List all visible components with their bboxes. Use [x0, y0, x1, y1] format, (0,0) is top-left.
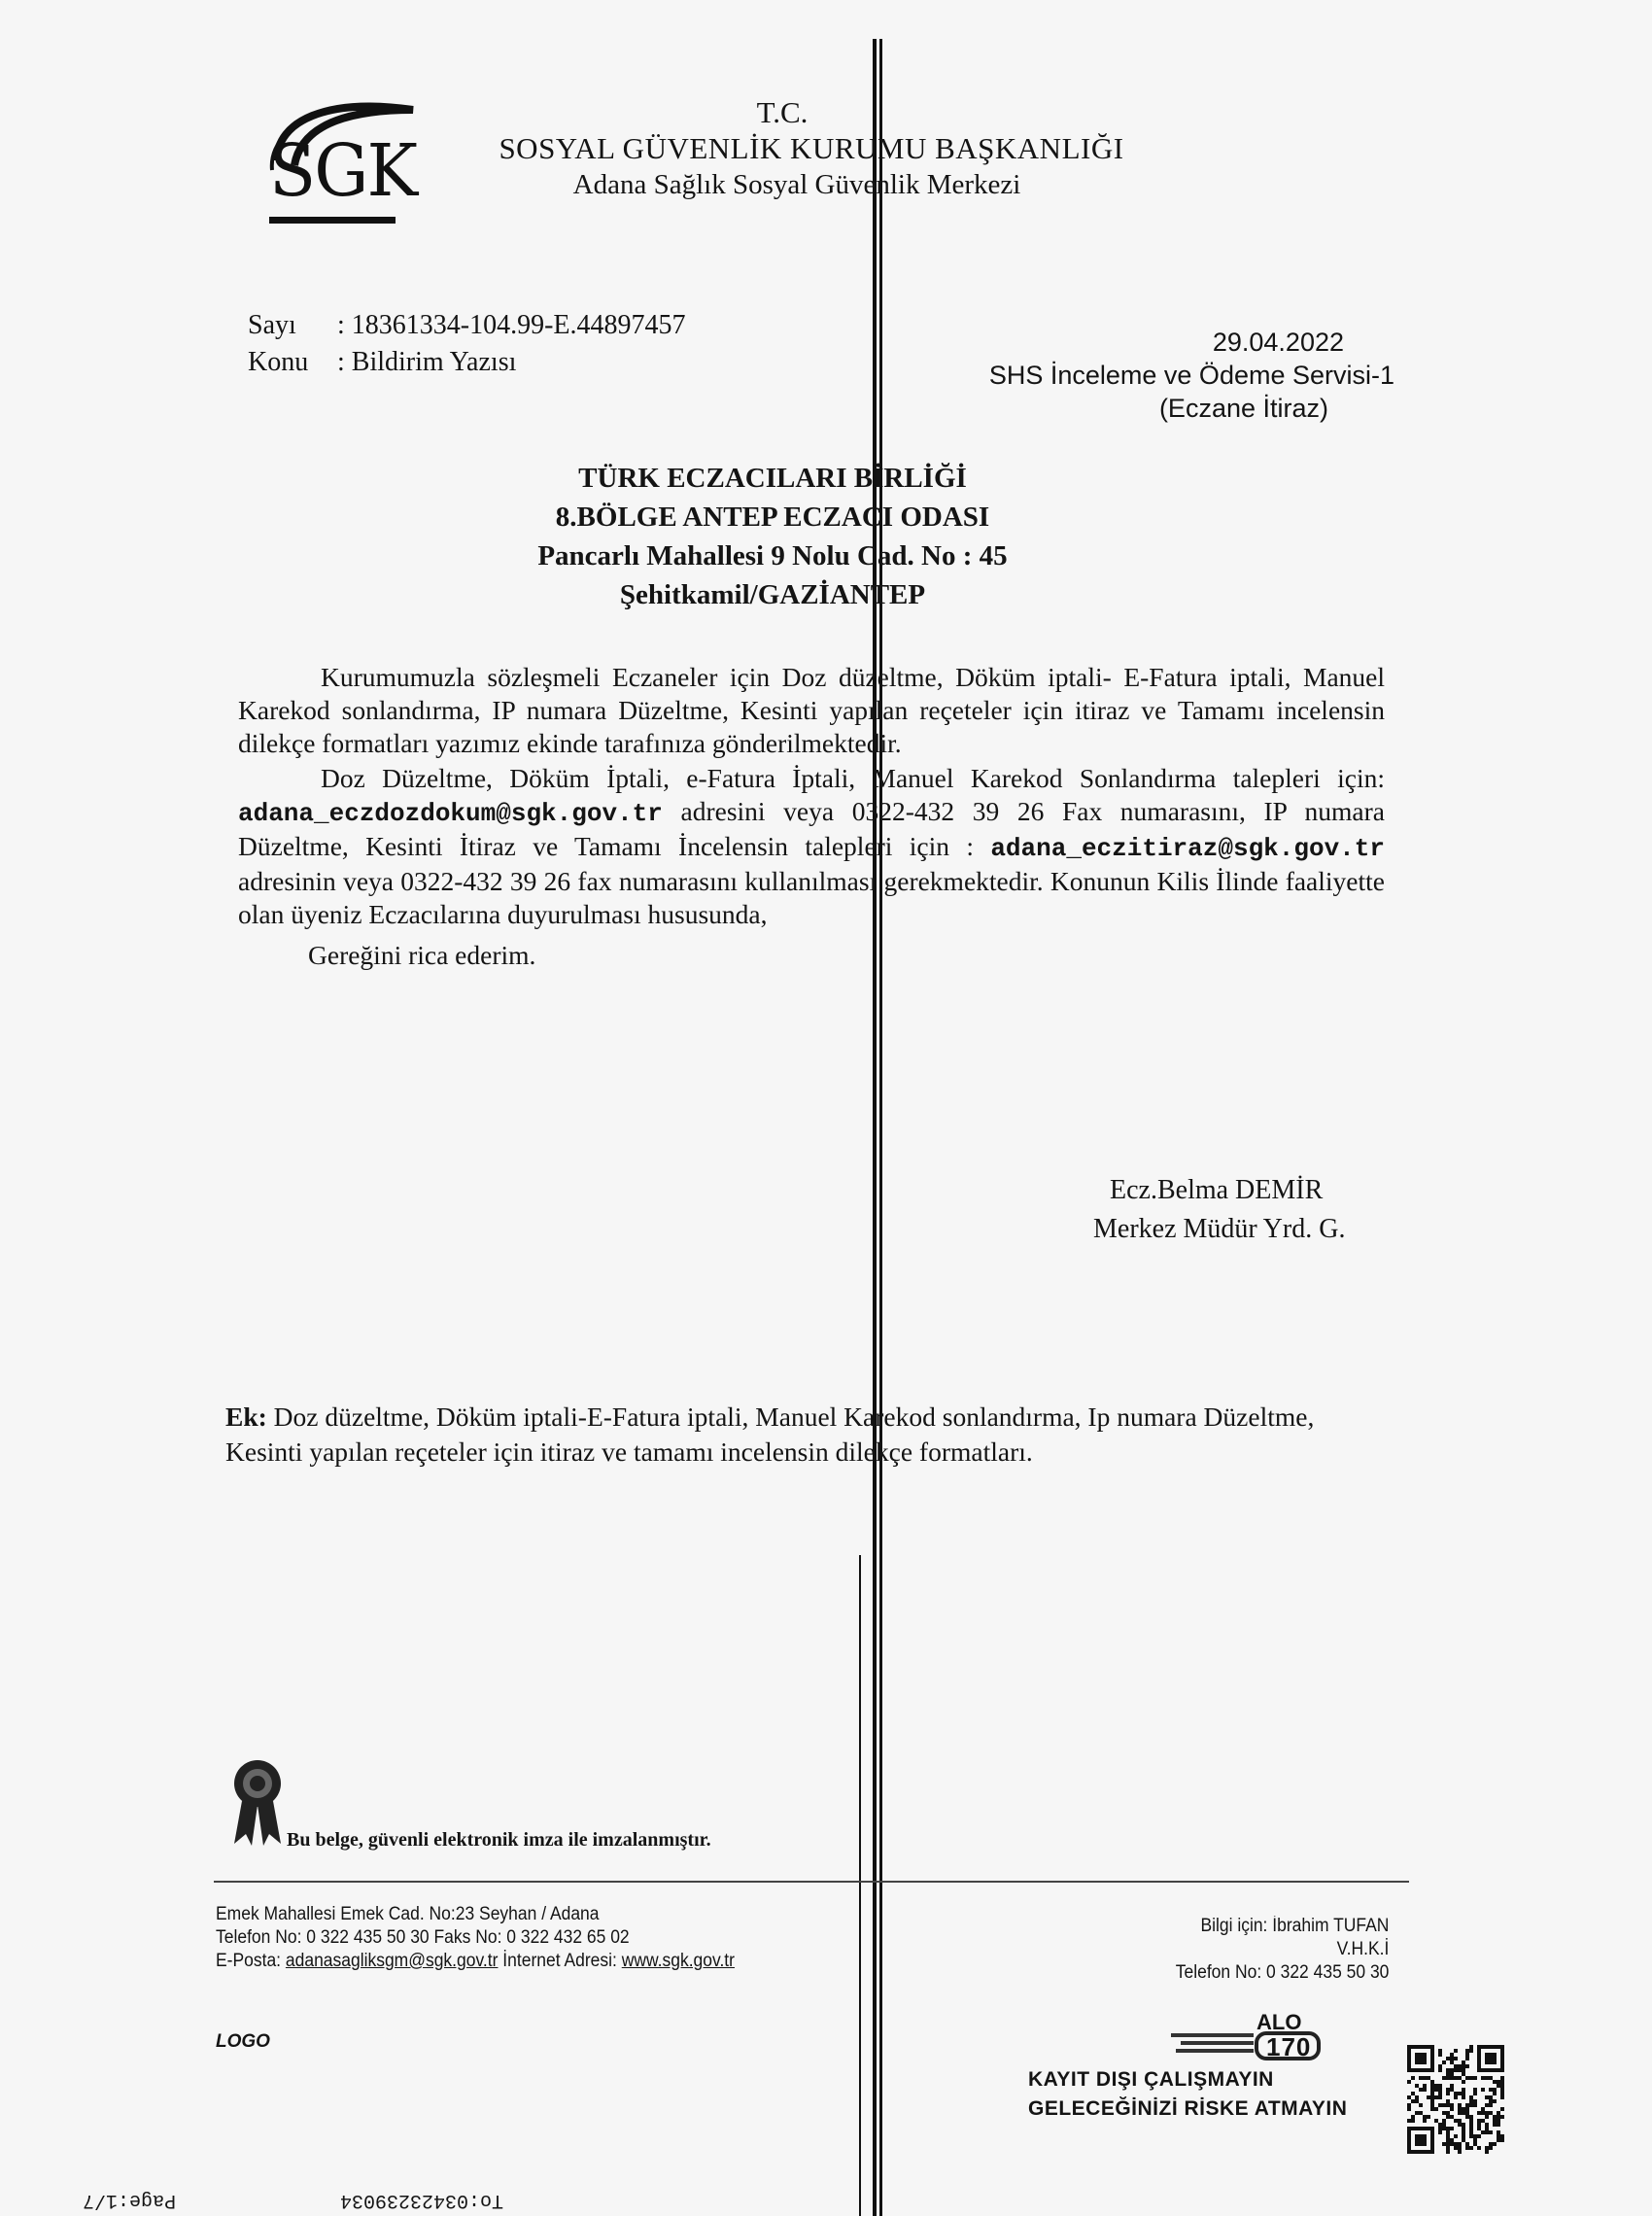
info-title: V.H.K.İ	[1336, 1939, 1390, 1959]
esign-seal-icon	[228, 1754, 287, 1852]
konu-label: Konu	[248, 347, 309, 377]
paragraph-1: Kurumumuzla sözleşmeli Eczaneler için Doz düzeltme, Döküm iptali- E-Fatura iptali, Manuel Karekod sonlandırma, IP numara Düzeltme, Kesinti yapılan reçeteler için itiraz ve Tamamı incelensin dilekçe formatları yazımız ekinde tarafınıza gönderilmektedir.	[238, 662, 1385, 758]
footer-email-label: E-Posta:	[216, 1951, 282, 1971]
sgk-logo	[248, 92, 423, 228]
scan-streak	[873, 39, 877, 2216]
alo-text: ALO	[1256, 2010, 1302, 2034]
slogan-line1: KAYIT DIŞI ÇALIŞMAYIN	[1028, 2068, 1274, 2091]
fax-page-marker: Page:1/7	[83, 2189, 177, 2211]
attachment-label: Ek:	[225, 1402, 267, 1432]
attachment-text: Doz düzeltme, Döküm iptali-E-Fatura iptali, Manuel Karekod sonlandırma, Ip numara Düzeltme, Kesinti yapılan reçeteler için itiraz ve tamamı incelensin dilekçe formatları.	[225, 1402, 1315, 1467]
document-date: 29.04.2022	[1212, 328, 1344, 357]
paragraph-2	[238, 762, 1385, 931]
header-unit: Adana Sağlık Sosyal Güvenlik Merkezi	[572, 169, 1021, 200]
konu-value: : Bildirim Yazısı	[337, 347, 517, 377]
slogan-line2: GELECEĞİNİZİ RİSKE ATMAYIN	[1028, 2097, 1348, 2120]
footer-info	[1103, 1915, 1389, 1985]
footer-contact	[216, 1903, 859, 1973]
service-name: SHS İnceleme ve Ödeme Servisi-1	[988, 361, 1394, 390]
sayi-value: : 18361334-104.99-E.44897457	[337, 310, 686, 340]
signatory-name: Ecz.Belma DEMİR	[1110, 1175, 1324, 1205]
recipient-block	[491, 459, 1054, 614]
scan-streak	[879, 39, 882, 2216]
qr-code	[1407, 2045, 1504, 2154]
signature-block	[1093, 1171, 1345, 1249]
info-phone: Telefon No: 0 322 435 50 30	[1175, 1962, 1390, 1983]
meta-sayi	[248, 309, 686, 342]
footer-web-link[interactable]: www.sgk.gov.tr	[621, 1951, 735, 1971]
footer-divider	[214, 1881, 1409, 1883]
logo-label: LOGO	[216, 2031, 270, 2052]
alo-number: 170	[1266, 2032, 1312, 2061]
logo-text: SGK	[269, 129, 417, 213]
header-state: T.C.	[756, 95, 809, 129]
scan-streak	[859, 1555, 861, 2216]
recipient-line2: 8.BÖLGE ANTEP ECZACI ODASI	[555, 502, 990, 533]
email-doz-dokum: adana_eczdozdokum@sgk.gov.tr	[238, 799, 663, 828]
paragraph-2-b: adresini veya 0322-432 39 26 Fax numarasını, IP numara Düzeltme, Kesinti İtiraz ve Tamamı İncelensin talepleri için :	[238, 796, 1385, 861]
esign-note: Bu belge, güvenli elektronik imza ile imzalanmıştır.	[287, 1829, 711, 1851]
paragraph-2-a: Doz Düzeltme, Döküm İptali, e-Fatura İptali, Manuel Karekod Sonlandırma talepleri için:	[321, 763, 1385, 793]
footer-web-label: İnternet Adresi:	[502, 1951, 617, 1971]
recipient-line4: Şehitkamil/GAZİANTEP	[619, 579, 926, 610]
letter-body	[238, 661, 1385, 972]
recipient-line3: Pancarlı Mahallesi 9 Nolu Cad. No : 45	[537, 540, 1008, 571]
email-itiraz: adana_eczitiraz@sgk.gov.tr	[990, 834, 1385, 863]
footer-address: Emek Mahallesi Emek Cad. No:23 Seyhan / Adana	[216, 1904, 600, 1924]
slogan	[1028, 2065, 1347, 2124]
meta-konu	[248, 346, 516, 379]
signatory-title: Merkez Müdür Yrd. G.	[1093, 1214, 1346, 1244]
footer-email-link[interactable]: adanasagliksgm@sgk.gov.tr	[285, 1951, 499, 1971]
paragraph-3: Gereğini rica ederim.	[308, 940, 536, 970]
alo-170-badge	[1171, 2012, 1326, 2060]
qr-code-icon	[1407, 2045, 1504, 2154]
fax-to-marker: To:03423239034	[340, 2189, 504, 2211]
sayi-label: Sayı	[248, 310, 296, 340]
info-contact: Bilgi için: İbrahim TUFAN	[1200, 1916, 1390, 1936]
header-organization: SOSYAL GÜVENLİK KURUMU BAŞKANLIĞI	[499, 131, 1124, 165]
footer-email-web	[216, 1950, 859, 1973]
attachment-block	[225, 1400, 1392, 1470]
paragraph-2-c: adresinin veya 0322-432 39 26 fax numarasını kullanılması gerekmektedir. Konunun Kilis İlinde faaliyette olan üyeniz Eczacılarına duyurulması hususunda,	[238, 866, 1385, 929]
service-sub: (Eczane İtiraz)	[1158, 394, 1328, 423]
footer-phone-fax: Telefon No: 0 322 435 50 30 Faks No: 0 322 432 65 02	[216, 1927, 630, 1948]
recipient-line1: TÜRK ECZACILARI BİRLİĞİ	[578, 463, 967, 494]
meta-right	[923, 326, 1394, 425]
